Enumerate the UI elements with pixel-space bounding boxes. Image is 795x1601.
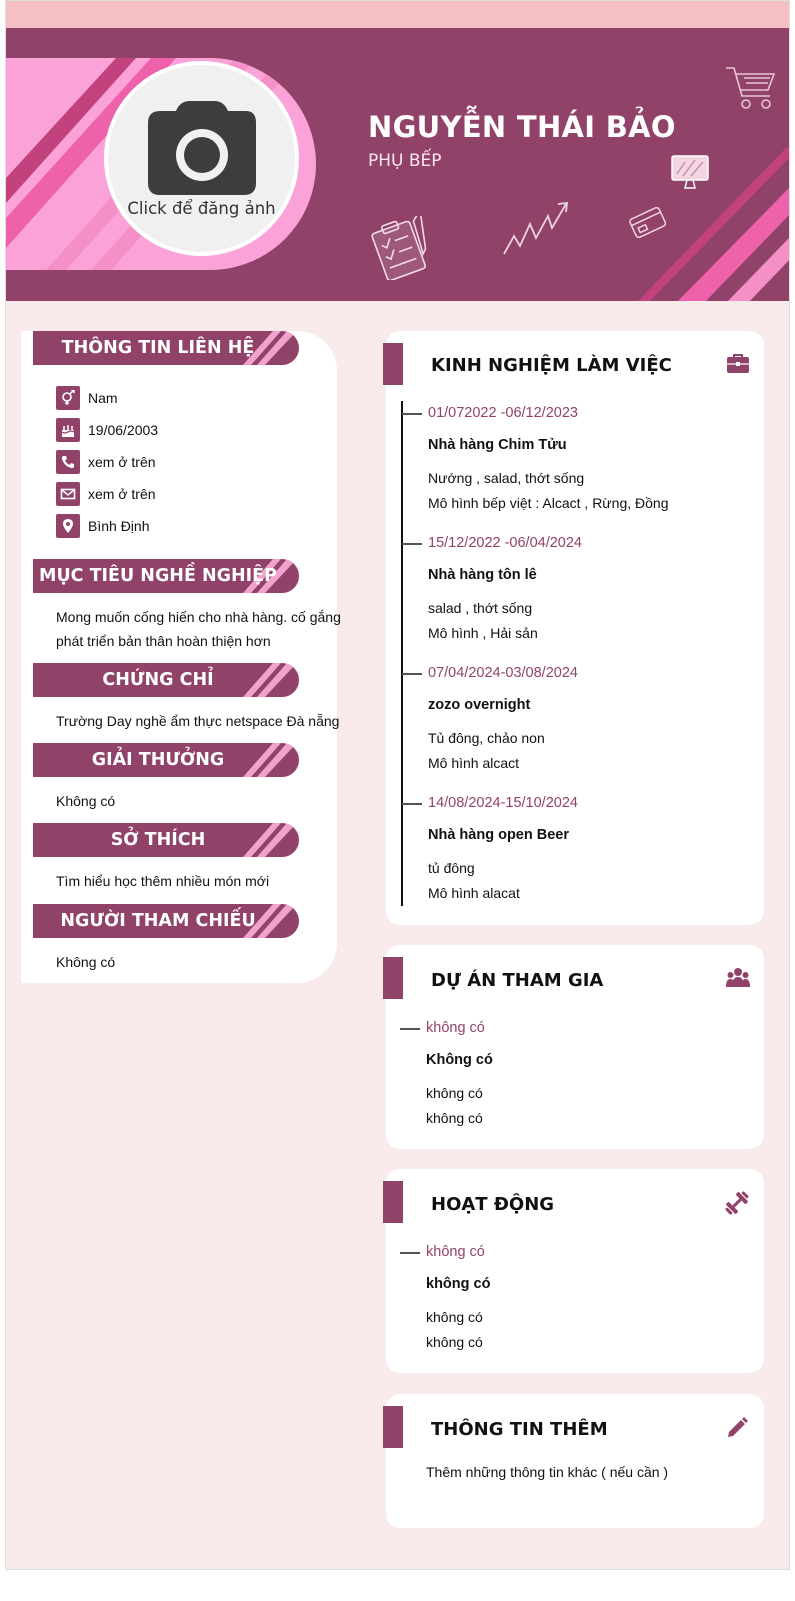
experience-desc-line: Mô hình alcact [428, 755, 520, 771]
projects-title: DỰ ÁN THAM GIA [431, 970, 604, 991]
experience-company: Nhà hàng Chim Tửu [428, 437, 567, 453]
timeline-tick [402, 673, 422, 675]
certificates-section-title: CHỨNG CHỈ [102, 670, 214, 690]
card-accent-bar [383, 1181, 403, 1223]
experience-company: Nhà hàng tôn lê [428, 567, 537, 583]
hobbies-text[interactable]: Tìm hiểu học thêm nhiều món mới [56, 873, 270, 889]
contact-gender-value: Nam [88, 390, 118, 406]
project-desc-line: không có [426, 1110, 483, 1126]
extra-info-title: THÔNG TIN THÊM [431, 1419, 608, 1440]
contact-phone-value: xem ở trên [88, 454, 156, 470]
birthday-cake-icon [56, 418, 80, 442]
contact-row-address[interactable] [56, 514, 149, 538]
header-stripe-decoration [233, 743, 293, 777]
contact-email-value: xem ở trên [88, 486, 156, 502]
cv-page [5, 0, 790, 1570]
experience-desc-line: Mô hình , Hải sản [428, 625, 538, 641]
timeline-tick [402, 803, 422, 805]
objective-text[interactable] [56, 605, 346, 653]
experience-desc-line: Tủ đông, chảo non [428, 730, 545, 746]
phone-icon [56, 450, 80, 474]
contact-row-phone[interactable] [56, 450, 156, 474]
avatar-upload-label: Click để đăng ảnh [127, 199, 276, 218]
contact-row-birthday[interactable] [56, 418, 158, 442]
experience-company: Nhà hàng open Beer [428, 827, 569, 843]
activity-date: không có [426, 1244, 485, 1260]
awards-section-header [33, 743, 299, 777]
objective-section-title: MỤC TIÊU NGHỀ NGHIỆP [39, 566, 277, 586]
contact-row-email[interactable] [56, 482, 156, 506]
card-accent-bar [383, 343, 403, 385]
experience-company: zozo overnight [428, 697, 531, 713]
experience-card [386, 331, 764, 925]
location-pin-icon [56, 514, 80, 538]
experience-desc-line: Nướng , salad, thớt sống [428, 470, 585, 486]
project-date: không có [426, 1020, 485, 1036]
header-stripe-decoration [233, 663, 293, 697]
certificates-section-header [33, 663, 299, 697]
contact-section-header [33, 331, 299, 365]
experience-date: 15/12/2022 -06/04/2024 [428, 535, 582, 551]
contact-address-value: Bình Định [88, 518, 150, 534]
experience-desc-line: Mô hình bếp việt : Alcact , Rừng, Đồng [428, 495, 669, 511]
hobbies-section-title: SỞ THÍCH [110, 830, 206, 850]
gender-icon [56, 386, 80, 410]
card-accent-bar [383, 957, 403, 999]
avatar-upload[interactable] [104, 61, 299, 256]
experience-date: 14/08/2024-15/10/2024 [428, 795, 578, 811]
project-name: Không có [426, 1052, 493, 1068]
timeline-line [401, 401, 403, 906]
references-section-title: NGƯỜI THAM CHIẾU [60, 911, 256, 931]
activity-name: không có [426, 1276, 491, 1292]
contact-birthday-value: 19/06/2003 [88, 422, 159, 438]
timeline-tick [400, 1028, 420, 1030]
camera-icon [146, 99, 258, 195]
contact-section-title: THÔNG TIN LIÊN HỆ [61, 338, 255, 358]
dumbbell-icon [724, 1190, 750, 1216]
references-text[interactable]: Không có [56, 954, 116, 970]
contact-row-gender[interactable] [56, 386, 118, 410]
briefcase-icon [726, 353, 750, 375]
activity-desc-line: không có [426, 1334, 483, 1350]
experience-desc-line: Mô hình alacat [428, 885, 520, 901]
candidate-name[interactable]: NGUYỄN THÁI BẢO [368, 110, 676, 144]
objective-section-header [33, 559, 299, 593]
hobbies-section-header [33, 823, 299, 857]
experience-title: KINH NGHIỆM LÀM VIỆC [431, 355, 672, 376]
awards-text[interactable]: Không có [56, 793, 116, 809]
activity-desc-line: không có [426, 1309, 483, 1325]
left-column [21, 331, 341, 983]
experience-desc-line: tủ đông [428, 860, 475, 876]
card-accent-bar [383, 1406, 403, 1448]
references-section-header [33, 904, 299, 938]
team-icon [726, 967, 750, 989]
shopping-cart-icon [724, 64, 778, 112]
projects-card [386, 945, 764, 1149]
cv-header [6, 28, 789, 301]
email-icon [56, 482, 80, 506]
timeline-tick [400, 1252, 420, 1254]
experience-date: 07/04/2024-03/08/2024 [428, 665, 578, 681]
certificates-text[interactable]: Trường Day nghề ẩm thực netspace Đà nẵng [56, 713, 340, 729]
timeline-tick [402, 413, 422, 415]
objective-line-1: Mong muốn cống hiến cho nhà hàng. cố gắng [56, 609, 341, 625]
timeline-tick [402, 543, 422, 545]
header-stripe-decoration [233, 823, 293, 857]
experience-date: 01/072022 -06/12/2023 [428, 405, 578, 421]
awards-section-title: GIẢI THƯỞNG [91, 750, 225, 770]
extra-info-text[interactable]: Thêm những thông tin khác ( nếu cần ) [426, 1464, 669, 1480]
objective-line-2: phát triển bản thân hoàn thiện hơn [56, 633, 271, 649]
activities-title: HOẠT ĐỘNG [431, 1194, 555, 1215]
clipboard-icon [368, 216, 440, 280]
extra-info-card [386, 1394, 764, 1528]
growth-arrow-icon [500, 200, 572, 260]
top-strip [6, 1, 789, 28]
experience-desc-line: salad , thớt sống [428, 600, 533, 616]
pencil-icon [726, 1415, 750, 1439]
project-desc-line: không có [426, 1085, 483, 1101]
job-title[interactable]: PHỤ BẾP [368, 151, 442, 171]
activities-card [386, 1169, 764, 1373]
header-stripes [626, 128, 789, 301]
